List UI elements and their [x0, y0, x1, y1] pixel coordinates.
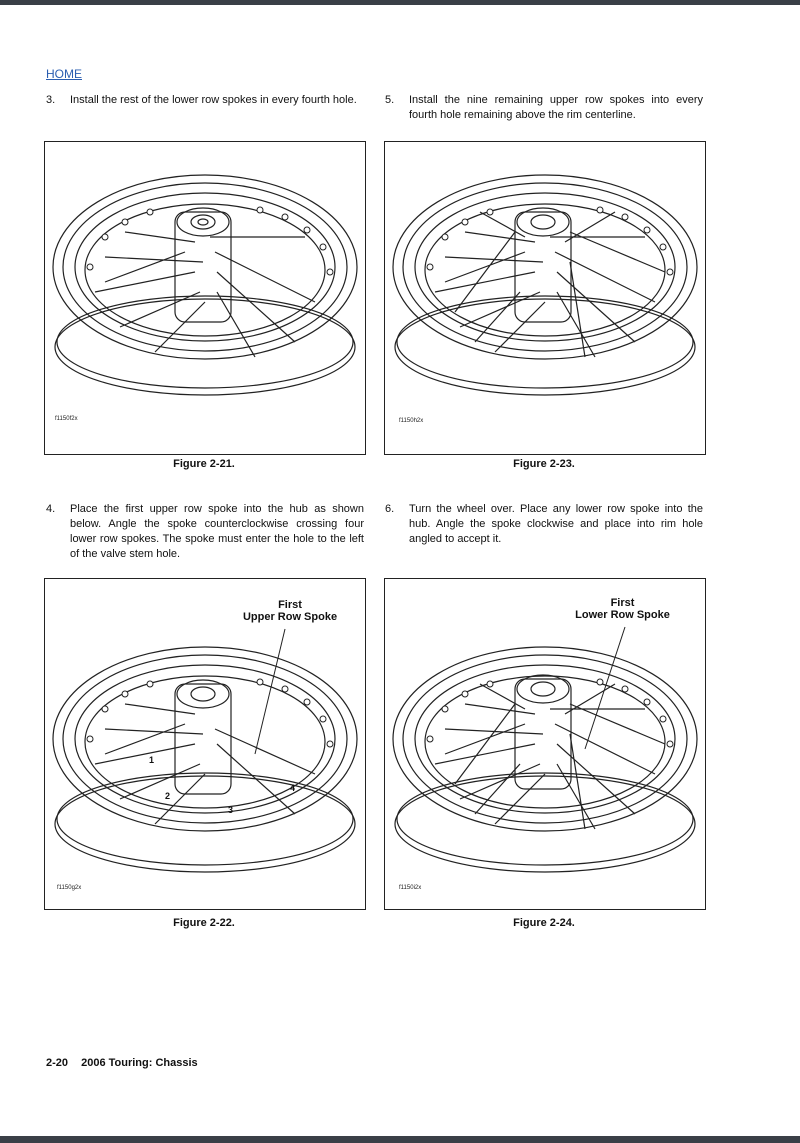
figure-2-23: [384, 141, 706, 455]
callout-first-upper-row-spoke: First Upper Row Spoke: [242, 599, 338, 623]
step-5: [385, 93, 703, 123]
spoke-label-4: 4: [290, 783, 296, 793]
figure-caption: Figure 2-22.: [173, 917, 235, 929]
figure-id: f1150i2x: [399, 885, 422, 891]
step-number: 5.: [385, 94, 395, 106]
spoke-label-2: 2: [165, 791, 171, 801]
page-footer: [46, 1057, 198, 1069]
figure-id: f1150h2x: [399, 418, 424, 424]
figure-id: f1150g2x: [57, 885, 82, 891]
page-number: 2-20: [46, 1057, 69, 1069]
home-link[interactable]: HOME: [46, 67, 82, 81]
figure-caption: Figure 2-24.: [513, 917, 575, 929]
figure-2-24: [384, 578, 706, 910]
callout-first-lower-row-spoke: First Lower Row Spoke: [575, 597, 670, 621]
step-6: [385, 502, 703, 547]
wheel-illustration: [45, 142, 365, 454]
spoke-label-1: 1: [149, 755, 155, 765]
wheel-illustration: [385, 579, 705, 909]
spoke-label-3: 3: [228, 805, 234, 815]
figure-id: f1150f2x: [55, 416, 78, 422]
top-bar: [0, 0, 800, 5]
figure-2-21: [44, 141, 366, 455]
bottom-bar: [0, 1136, 800, 1143]
wheel-illustration: [45, 579, 365, 909]
manual-title: 2006 Touring: Chassis: [81, 1057, 198, 1069]
figure-2-22: [44, 578, 366, 910]
step-number: 3.: [46, 94, 56, 106]
step-text: Install the rest of the lower row spokes in every fourth hole.: [70, 94, 357, 106]
step-number: 6.: [385, 503, 395, 515]
step-number: 4.: [46, 503, 56, 515]
step-3: [46, 93, 364, 108]
wheel-illustration: [385, 142, 705, 454]
step-text: Place the first upper row spoke into the hub as shown below. Angle the spoke counterclockwise crossing four lower row spokes. The spoke must enter the hole to the left of the valve stem hole.: [70, 503, 364, 560]
figure-caption: Figure 2-21.: [173, 458, 235, 470]
step-text: Install the nine remaining upper row spokes into every fourth hole remaining above the rim centerline.: [409, 94, 703, 121]
step-text: Turn the wheel over. Place any lower row spoke into the hub. Angle the spoke clockwise and place into rim hole angled to accept it.: [409, 503, 703, 545]
figure-caption: Figure 2-23.: [513, 458, 575, 470]
step-4: [46, 502, 364, 562]
